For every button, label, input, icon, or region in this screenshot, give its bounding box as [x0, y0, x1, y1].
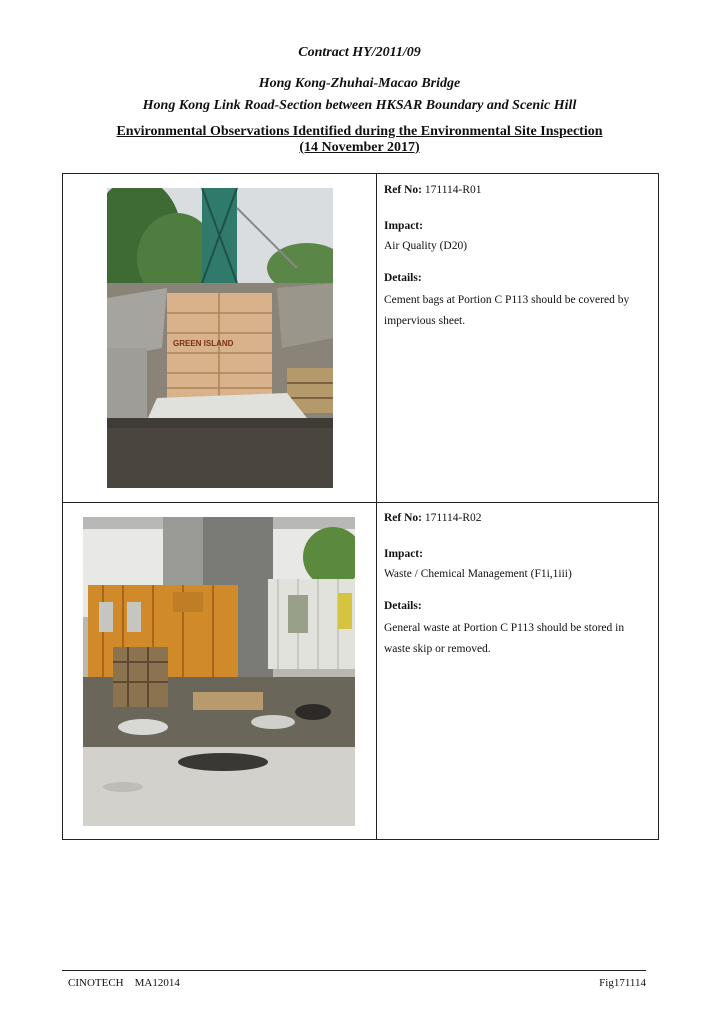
ref-number-2: 171114-R02	[424, 512, 482, 524]
contract-number: Contract HY/2011/09	[298, 45, 421, 60]
footer-rule	[62, 970, 646, 971]
project-name: Hong Kong-Zhuhai-Macao Bridge	[258, 76, 461, 91]
inspection-date	[0, 140, 719, 156]
bag-brand-label: GREEN ISLAND	[173, 339, 234, 348]
general-waste-photo	[83, 517, 355, 826]
details-text-1: Cement bags at Portion C P113 should be covered by impervious sheet.	[384, 293, 630, 328]
ref-label-1: Ref No:	[384, 184, 422, 196]
observation-details-1	[384, 180, 649, 333]
column-divider	[376, 174, 377, 839]
impact-label-1: Impact:	[384, 219, 423, 232]
project-section: Hong Kong Link Road-Section between HKSAR Boundary and Scenic Hill	[142, 98, 577, 113]
impact-label-2: Impact:	[384, 547, 423, 560]
ref-number-1: 171114-R01	[424, 184, 482, 196]
footer-company-ref: CINOTECH MA12014	[68, 977, 180, 989]
document-title-text: Environmental Observations Identified during the Environmental Site Inspection	[116, 124, 603, 139]
footer-figure-number: Fig171114	[599, 977, 646, 989]
impact-value-1: Air Quality (D20)	[384, 239, 468, 252]
cement-bags-illustration	[107, 188, 333, 488]
observations-table	[62, 173, 659, 840]
document-title	[0, 124, 719, 140]
general-waste-illustration	[83, 517, 355, 826]
ref-row-1	[384, 180, 649, 202]
ref-row-2	[384, 508, 649, 530]
observation-details-2	[384, 508, 649, 661]
cement-bags-photo	[107, 188, 333, 488]
impact-value-2: Waste / Chemical Management (F1i,1iii)	[384, 567, 572, 580]
inspection-date-text: (14 November 2017)	[299, 140, 420, 155]
ref-label-2: Ref No:	[384, 512, 422, 524]
row-divider	[63, 502, 658, 503]
details-label-2: Details:	[384, 599, 422, 612]
details-text-2: General waste at Portion C P113 should be stored in waste skip or removed.	[384, 621, 625, 656]
details-label-1: Details:	[384, 271, 422, 284]
